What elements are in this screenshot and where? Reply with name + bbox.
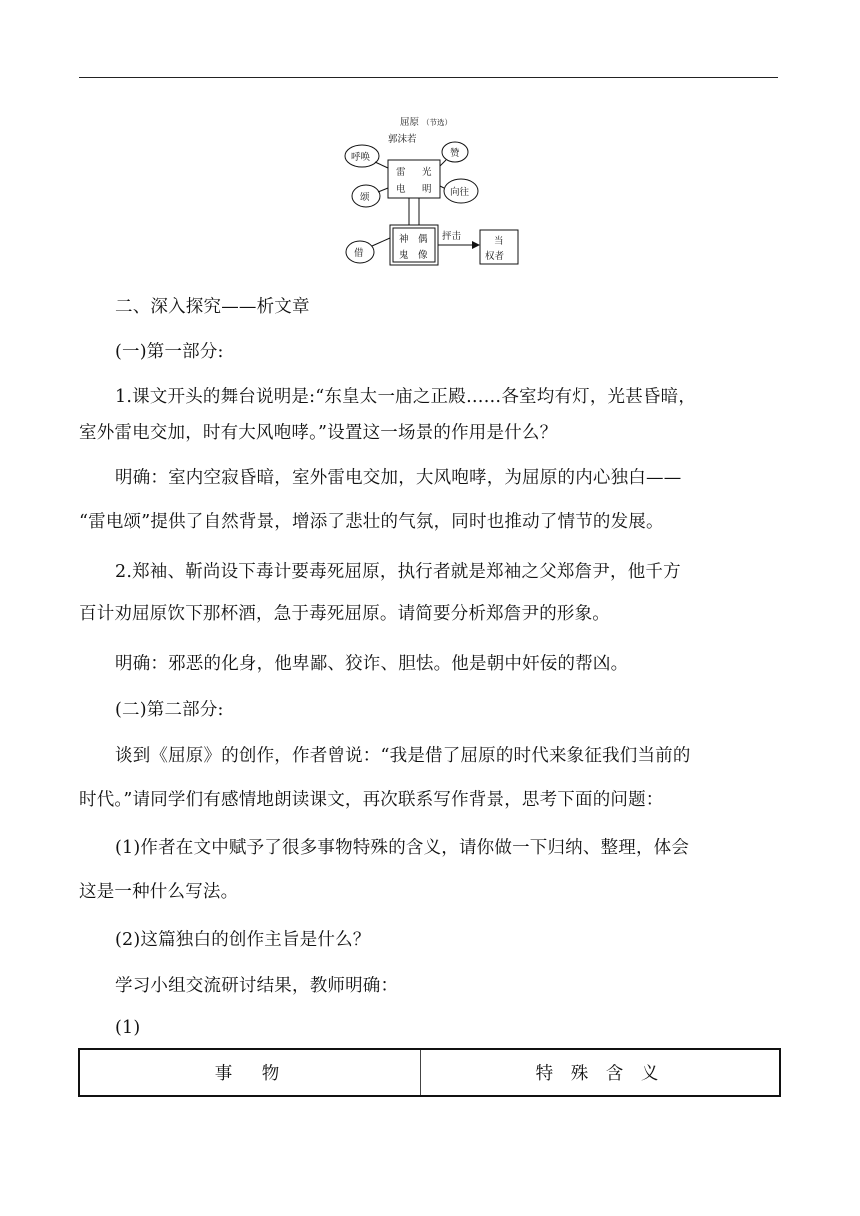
bottom-box-char-3: 鬼 xyxy=(399,250,409,261)
answer-1: 明确：室内空寂昏暗，室外雷电交加，大风咆哮，为屈原的内心独白—— xyxy=(115,468,682,488)
intro-paragraph: 谈到《屈原》的创作，作者曾说：“我是借了屈原的时代来象征我们当前的 xyxy=(115,746,691,766)
diagram-title-note: （节选） xyxy=(422,118,452,127)
bubble-zan-label: 赞 xyxy=(450,148,460,159)
bottom-box-char-1: 神 xyxy=(399,234,409,245)
arrow-head-icon xyxy=(472,241,480,249)
table-header-row xyxy=(79,1049,780,1096)
answer-label-1: (1) xyxy=(115,1018,141,1038)
meaning-table xyxy=(78,1048,781,1097)
section-heading-2: 二、深入探究——析文章 xyxy=(115,297,310,317)
top-box-char-3: 电 xyxy=(396,184,406,195)
answer-1-cont: “雷电颂”提供了自然背景，增添了悲壮的气氛，同时也推动了情节的发展。 xyxy=(79,512,664,532)
bottom-box-char-4: 像 xyxy=(418,250,428,261)
sub-question-1: (1)作者在文中赋予了很多事物特殊的含义，请你做一下归纳、整理，体会 xyxy=(115,838,690,858)
bottom-box-char-2: 偶 xyxy=(418,234,428,245)
arrow-label: 抨击 xyxy=(442,231,462,242)
bubble-song-label: 颂 xyxy=(360,192,370,203)
header-rule xyxy=(79,77,778,78)
question-2-cont: 百计劝屈原饮下那杯酒，急于毒死屈原。请简要分析郑詹尹的形象。 xyxy=(79,604,610,624)
structure-diagram xyxy=(330,108,530,268)
subsection-1-heading: (一)第一部分: xyxy=(115,342,224,362)
question-1-cont: 室外雷电交加，时有大风咆哮。”设置这一场景的作用是什么？ xyxy=(79,423,558,443)
diagram-title: 屈原 xyxy=(400,117,420,128)
sub-question-1-cont: 这是一种什么写法。 xyxy=(79,882,239,902)
answer-2: 明确：邪恶的化身，他卑鄙、狡诈、胆怯。他是朝中奸佞的帮凶。 xyxy=(115,654,629,674)
bubble-xiang-wang-label: 向往 xyxy=(450,187,470,198)
diagram-author: 郭沫若 xyxy=(388,134,417,145)
subsection-2-heading: (二)第二部分: xyxy=(115,700,224,720)
sub-question-2: (2)这篇独白的创作主旨是什么？ xyxy=(115,930,371,950)
question-1: 1.课文开头的舞台说明是:“东皇太一庙之正殿……各室均有灯，光甚昏暗， xyxy=(115,387,697,407)
bubble-jie-label: 借 xyxy=(354,248,364,259)
intro-paragraph-cont: 时代。”请同学们有感情地朗读课文，再次联系写作背景，思考下面的问题： xyxy=(79,790,664,810)
table-header-item: 事 物 xyxy=(79,1049,421,1096)
group-result-line: 学习小组交流研讨结果，教师明确： xyxy=(115,976,399,996)
question-2: 2.郑袖、靳尚设下毒计要毒死屈原，执行者就是郑袖之父郑詹尹，他千方 xyxy=(115,562,681,582)
top-box-char-4: 明 xyxy=(422,184,432,195)
authority-box-line-2: 权者 xyxy=(485,251,505,262)
top-box-char-1: 雷 xyxy=(396,167,406,178)
top-box-char-2: 光 xyxy=(422,167,432,178)
table-header-meaning: 特 殊 含 义 xyxy=(421,1049,781,1096)
bubble-hu-huan-label: 呼唤 xyxy=(351,152,371,163)
authority-box-line-1: 当 xyxy=(494,236,504,247)
